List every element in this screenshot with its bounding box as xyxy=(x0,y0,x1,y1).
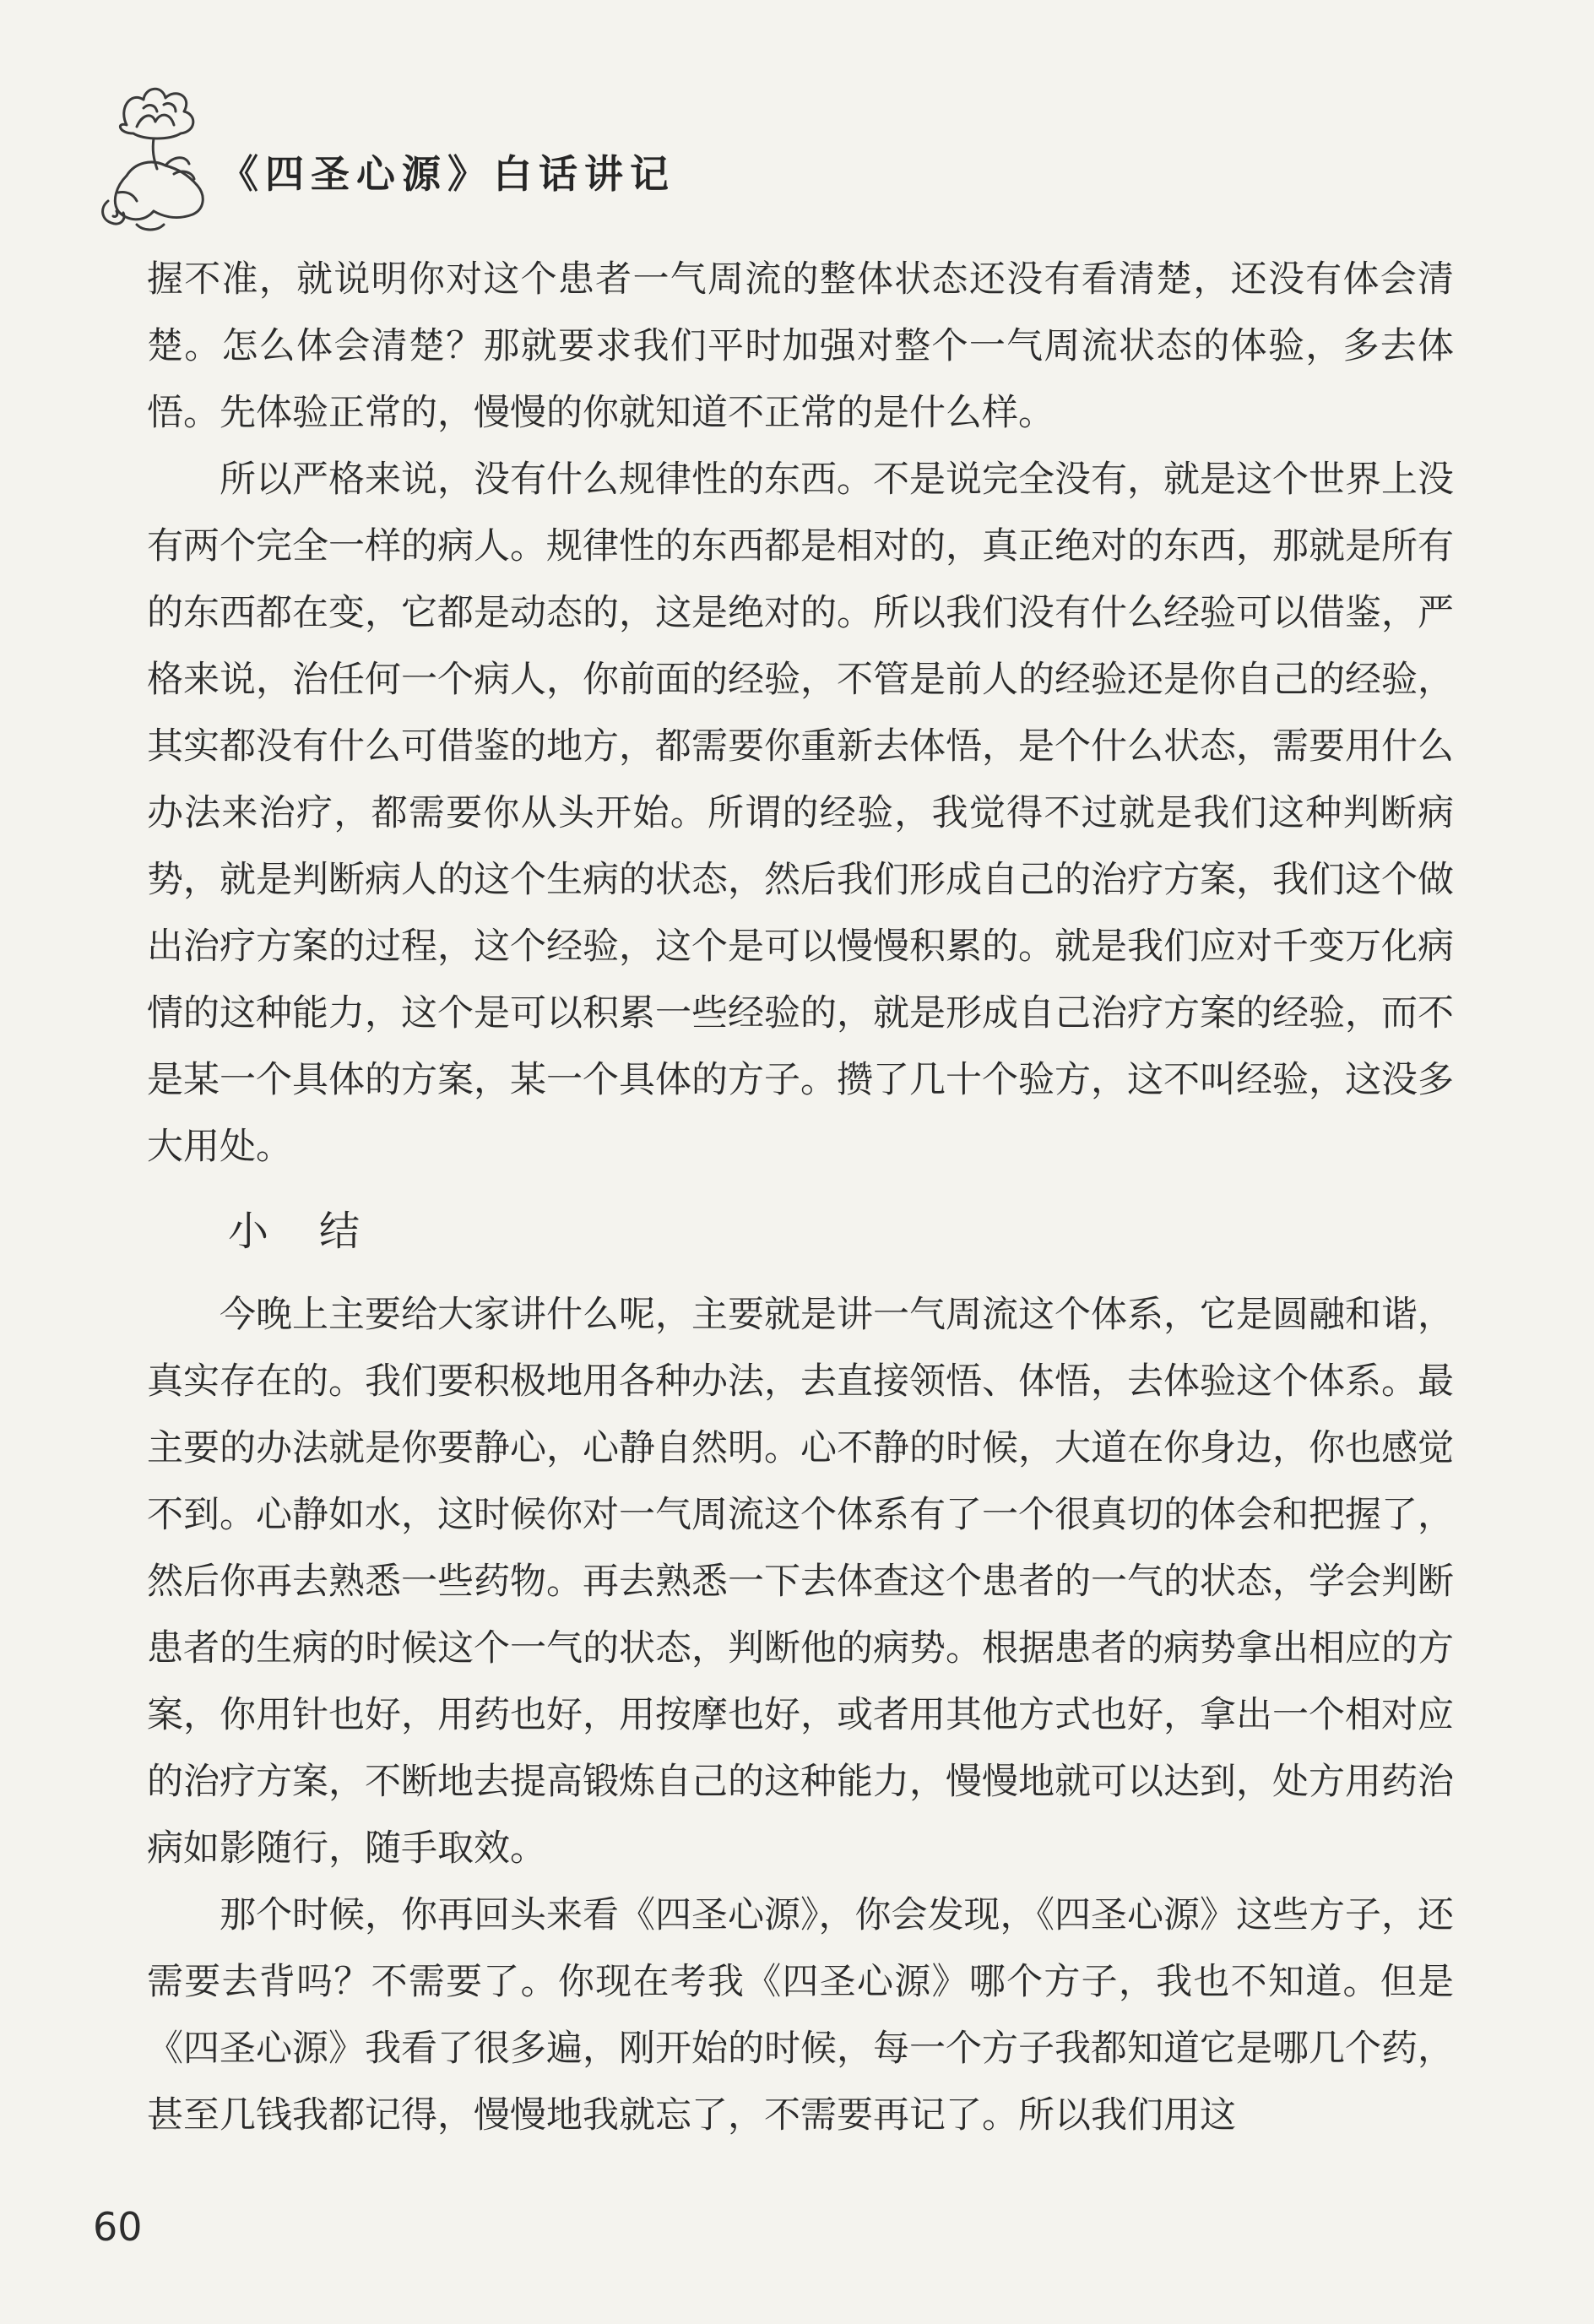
book-title: 《四圣心源》白话讲记 xyxy=(220,151,675,197)
running-header xyxy=(93,74,853,243)
lotus-hand-icon xyxy=(93,74,228,235)
section-heading: 小结 xyxy=(228,1208,411,1255)
page-body xyxy=(147,247,1454,2149)
paragraph: 握不准，就说明你对这个患者一气周流的整体状态还没有看清楚，还没有体会清楚。怎么体会清楚？那就要求我们平时加强对整个一气周流状态的体验，多去体悟。先体验正常的，慢慢的你就知道不正常的是什么样。 xyxy=(147,258,1454,434)
paragraph: 今晚上主要给大家讲什么呢，主要就是讲一气周流这个体系，它是圆融和谐，真实存在的。我们要积极地用各种办法，去直接领悟、体悟，去体验这个体系。最主要的办法就是你要静心，心静自然明。心不静的时候，大道在你身边，你也感觉不到。心静如水，这时候你对一气周流这个体系有了一个很真切的体会和把握了，然后你再去熟悉一些药物。再去熟悉一下去体查这个患者的一气的状态，学会判断患者的生病的时候这个一气的状态，判断他的病势。根据患者的病势拿出相应的方案，你用针也好，用药也好，用按摩也好，或者用其他方式也好，拿出一个相对应的治疗方案，不断地去提高锻炼自己的这种能力，慢慢地就可以达到，处方用药治病如影随行，随手取效。 xyxy=(147,1294,1454,1870)
page-number: 60 xyxy=(93,2204,143,2250)
paragraph: 那个时候，你再回头来看《四圣心源》，你会发现，《四圣心源》这些方子，还需要去背吗？不需要了。你现在考我《四圣心源》哪个方子，我也不知道。但是《四圣心源》我看了很多遍，刚开始的时候，每一个方子我都知道它是哪几个药，甚至几钱我都记得，慢慢地我就忘了，不需要再记了。所以我们用这 xyxy=(147,1894,1454,2137)
paragraph: 所以严格来说，没有什么规律性的东西。不是说完全没有，就是这个世界上没有两个完全一样的病人。规律性的东西都是相对的，真正绝对的东西，那就是所有的东西都在变，它都是动态的，这是绝对的。所以我们没有什么经验可以借鉴，严格来说，治任何一个病人，你前面的经验，不管是前人的经验还是你自己的经验，其实都没有什么可借鉴的地方，都需要你重新去体悟，是个什么状态，需要用什么办法来治疗，都需要你从头开始。所谓的经验，我觉得不过就是我们这种判断病势，就是判断病人的这个生病的状态，然后我们形成自己的治疗方案，我们这个做出治疗方案的过程，这个经验，这个是可以慢慢积累的。就是我们应对千变万化病情的这种能力，这个是可以积累一些经验的，就是形成自己治疗方案的经验，而不是某一个具体的方案，某一个具体的方子。攒了几十个验方，这不叫经验，这没多大用处。 xyxy=(147,459,1454,1168)
